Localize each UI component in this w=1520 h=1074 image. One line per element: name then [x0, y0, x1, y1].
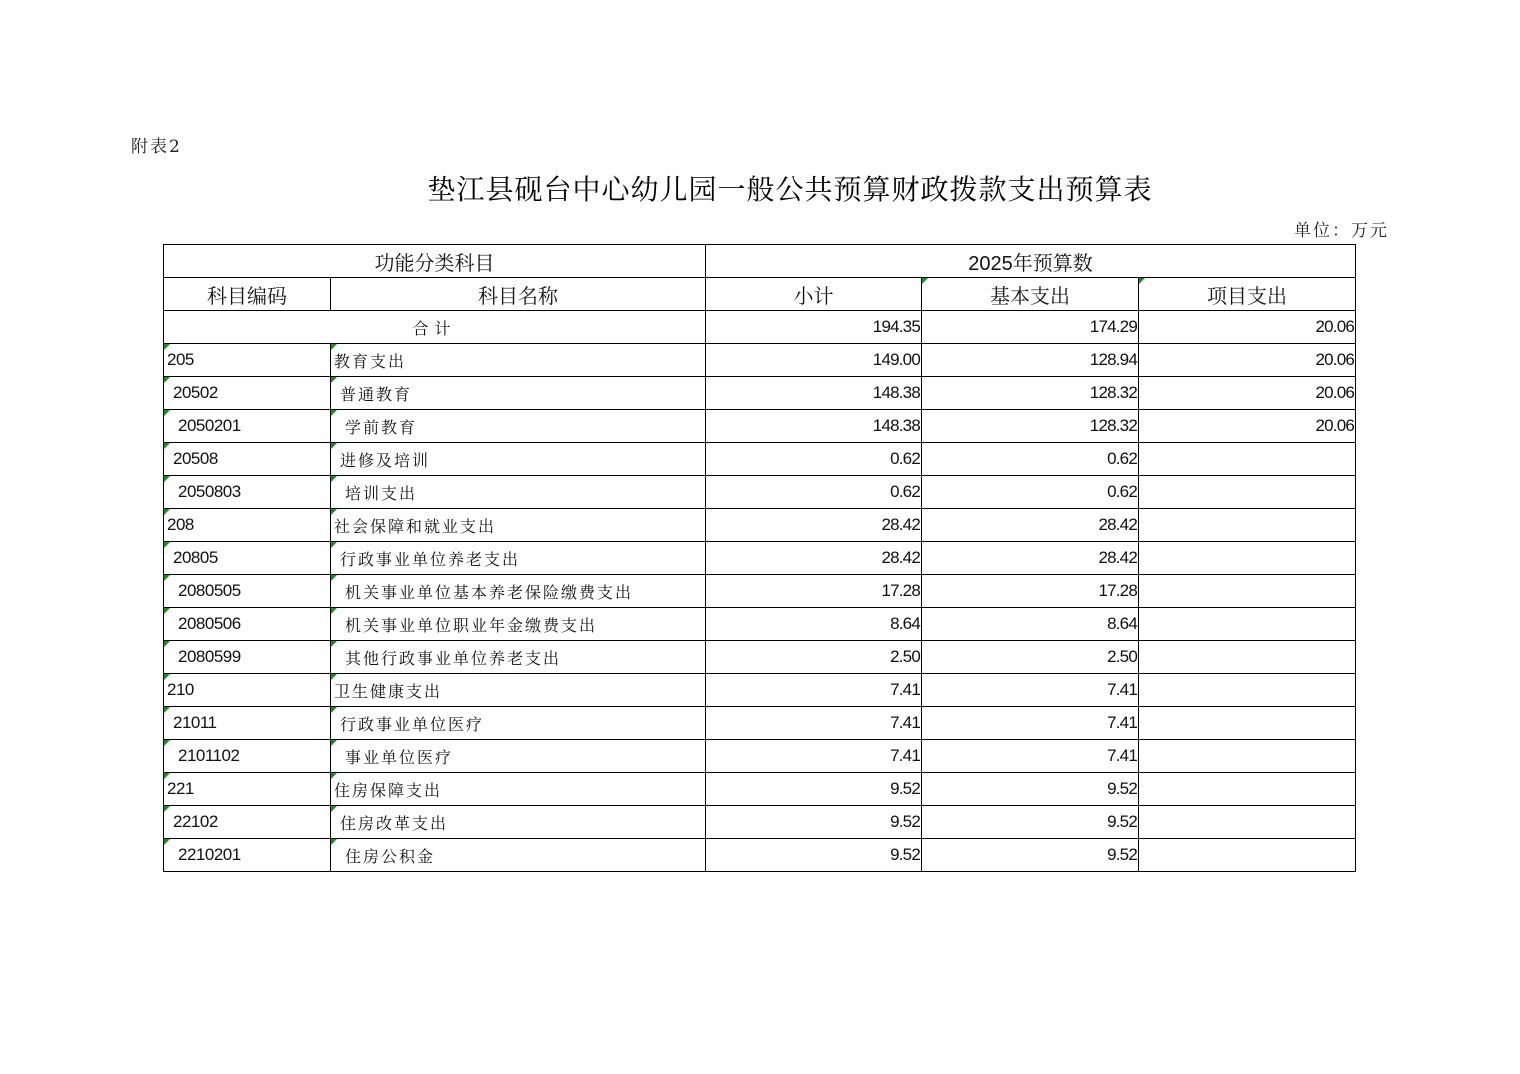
row-subtotal: 0.62: [706, 443, 922, 476]
row-project: [1139, 806, 1356, 839]
row-subtotal: 0.62: [706, 476, 922, 509]
table-row: [164, 707, 1356, 740]
row-basic: 9.52: [922, 839, 1139, 872]
row-subtotal: 17.28: [706, 575, 922, 608]
row-project: [1139, 443, 1356, 476]
row-code: 2080505: [164, 575, 331, 608]
row-project: [1139, 674, 1356, 707]
row-code: 2080506: [164, 608, 331, 641]
row-code: 205: [164, 344, 331, 377]
table-row: [164, 377, 1356, 410]
row-code: 2101102: [164, 740, 331, 773]
row-project: [1139, 740, 1356, 773]
row-name: 住房保障支出: [331, 773, 706, 806]
row-name: 教育支出: [331, 344, 706, 377]
row-basic: 2.50: [922, 641, 1139, 674]
row-name: 卫生健康支出: [331, 674, 706, 707]
row-subtotal: 8.64: [706, 608, 922, 641]
unit-label: 单位：万元: [1294, 221, 1389, 241]
row-code: 221: [164, 773, 331, 806]
budget-table: [163, 244, 1356, 872]
row-project: [1139, 707, 1356, 740]
row-code: 20805: [164, 542, 331, 575]
header-column-row: [164, 278, 1356, 311]
row-name: 进修及培训: [331, 443, 706, 476]
table-row: [164, 542, 1356, 575]
table-row: [164, 641, 1356, 674]
row-name: 社会保障和就业支出: [331, 509, 706, 542]
table-row: [164, 608, 1356, 641]
total-row: [164, 311, 1356, 344]
header-budget-year: 2025年预算数: [706, 245, 1356, 278]
row-basic: 7.41: [922, 740, 1139, 773]
row-code: 20508: [164, 443, 331, 476]
total-project: 20.06: [1139, 311, 1356, 344]
header-group-row: [164, 245, 1356, 278]
table-row: [164, 476, 1356, 509]
row-basic: 0.62: [922, 476, 1139, 509]
table-row: [164, 839, 1356, 872]
row-code: 20502: [164, 377, 331, 410]
row-name: 学前教育: [331, 410, 706, 443]
row-subtotal: 7.41: [706, 707, 922, 740]
header-name: 科目名称: [331, 278, 706, 311]
row-project: 20.06: [1139, 410, 1356, 443]
row-project: [1139, 476, 1356, 509]
row-name: 培训支出: [331, 476, 706, 509]
row-project: [1139, 641, 1356, 674]
page-title: 垫江县砚台中心幼儿园一般公共预算财政拨款支出预算表: [427, 173, 1153, 206]
table-row: [164, 575, 1356, 608]
header-code: 科目编码: [164, 278, 331, 311]
row-basic: 128.32: [922, 410, 1139, 443]
row-subtotal: 148.38: [706, 410, 922, 443]
header-basic: 基本支出: [922, 278, 1139, 311]
table-row: [164, 344, 1356, 377]
row-subtotal: 28.42: [706, 542, 922, 575]
appendix-label: 附表2: [131, 137, 182, 157]
table-row: [164, 773, 1356, 806]
row-basic: 128.94: [922, 344, 1139, 377]
row-basic: 28.42: [922, 542, 1139, 575]
row-basic: 128.32: [922, 377, 1139, 410]
row-code: 2080599: [164, 641, 331, 674]
row-basic: 7.41: [922, 674, 1139, 707]
row-code: 22102: [164, 806, 331, 839]
row-basic: 17.28: [922, 575, 1139, 608]
row-subtotal: 2.50: [706, 641, 922, 674]
row-name: 行政事业单位养老支出: [331, 542, 706, 575]
row-code: 21011: [164, 707, 331, 740]
row-project: [1139, 773, 1356, 806]
row-code: 2050201: [164, 410, 331, 443]
row-code: 208: [164, 509, 331, 542]
row-name: 行政事业单位医疗: [331, 707, 706, 740]
header-subtotal: 小计: [706, 278, 922, 311]
header-project: 项目支出: [1139, 278, 1356, 311]
table-row: [164, 410, 1356, 443]
row-name: 住房改革支出: [331, 806, 706, 839]
row-subtotal: 149.00: [706, 344, 922, 377]
row-project: [1139, 575, 1356, 608]
row-code: 2050803: [164, 476, 331, 509]
row-name: 住房公积金: [331, 839, 706, 872]
row-subtotal: 148.38: [706, 377, 922, 410]
row-project: [1139, 542, 1356, 575]
row-name: 其他行政事业单位养老支出: [331, 641, 706, 674]
table-row: [164, 740, 1356, 773]
row-name: 机关事业单位基本养老保险缴费支出: [331, 575, 706, 608]
row-subtotal: 28.42: [706, 509, 922, 542]
total-label: 合计: [164, 311, 706, 344]
row-basic: 7.41: [922, 707, 1139, 740]
row-basic: 8.64: [922, 608, 1139, 641]
table-row: [164, 674, 1356, 707]
row-project: [1139, 608, 1356, 641]
row-code: 210: [164, 674, 331, 707]
row-name: 机关事业单位职业年金缴费支出: [331, 608, 706, 641]
row-subtotal: 9.52: [706, 806, 922, 839]
table-row: [164, 443, 1356, 476]
row-subtotal: 9.52: [706, 773, 922, 806]
row-subtotal: 9.52: [706, 839, 922, 872]
row-project: [1139, 839, 1356, 872]
row-project: [1139, 509, 1356, 542]
row-basic: 9.52: [922, 773, 1139, 806]
header-functional-category: 功能分类科目: [164, 245, 706, 278]
table-row: [164, 509, 1356, 542]
total-basic: 174.29: [922, 311, 1139, 344]
row-basic: 0.62: [922, 443, 1139, 476]
row-name: 普通教育: [331, 377, 706, 410]
row-name: 事业单位医疗: [331, 740, 706, 773]
total-subtotal: 194.35: [706, 311, 922, 344]
row-project: 20.06: [1139, 344, 1356, 377]
row-project: 20.06: [1139, 377, 1356, 410]
table-row: [164, 806, 1356, 839]
row-subtotal: 7.41: [706, 740, 922, 773]
row-basic: 9.52: [922, 806, 1139, 839]
row-basic: 28.42: [922, 509, 1139, 542]
row-code: 2210201: [164, 839, 331, 872]
row-subtotal: 7.41: [706, 674, 922, 707]
